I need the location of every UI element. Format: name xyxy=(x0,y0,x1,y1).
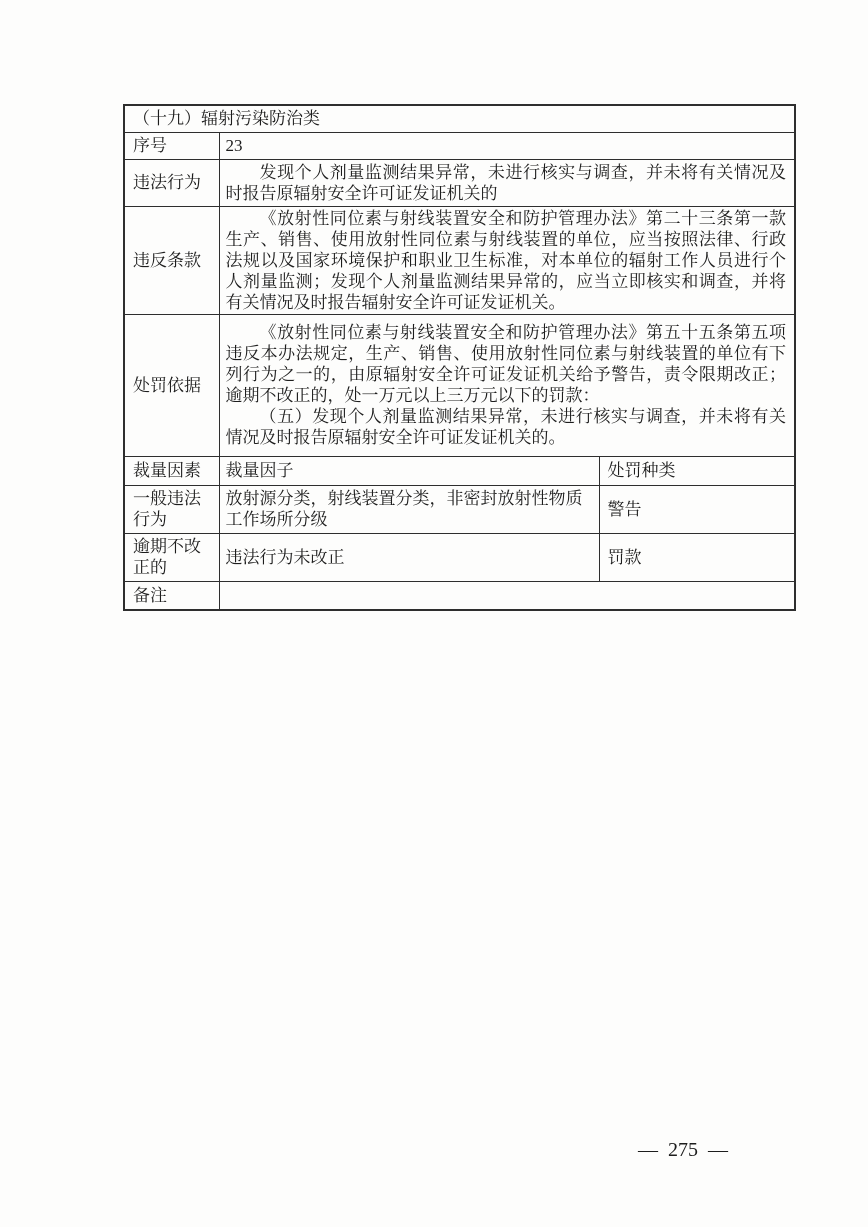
illegal-act-text: 发现个人剂量监测结果异常，未进行核实与调查，并未将有关情况及时报告原辐射安全许可证发证机关的 xyxy=(225,162,787,203)
overdue-uncorrected-label: 逾期不改正的 xyxy=(124,533,219,581)
row-illegal-act xyxy=(124,159,795,206)
overdue-uncorrected-factor-cell xyxy=(219,533,599,581)
remarks-value xyxy=(219,581,795,610)
serial-value: 23 xyxy=(219,132,795,159)
violated-clause-label: 违反条款 xyxy=(124,206,219,314)
overdue-uncorrected-factor: 违法行为未改正 xyxy=(225,547,345,567)
penalty-basis-label: 处罚依据 xyxy=(124,314,219,456)
penalty-item-table xyxy=(123,104,796,611)
row-remarks xyxy=(124,581,795,610)
violated-clause-cell xyxy=(219,206,795,314)
page-number: — 275 — xyxy=(638,1139,728,1161)
penalty-type-header: 处罚种类 xyxy=(599,456,795,485)
section-title: （十九）辐射污染防治类 xyxy=(124,105,795,132)
penalty-basis-paragraph-1: 《放射性同位素与射线装置安全和防护管理办法》第五十五条第五项 违反本办法规定，生产、销售、使用放射性同位素与射线装置的单位有下列行为之一的，由原辐射安全许可证发证机关给予警告，责令限期改正；逾期不改正的，处一万元以上三万元以下的罚款： xyxy=(225,323,787,405)
discretion-factor-header: 裁量因子 xyxy=(219,456,599,485)
serial-label: 序号 xyxy=(124,132,219,159)
penalty-basis-cell xyxy=(219,314,795,456)
illegal-act-label: 违法行为 xyxy=(124,159,219,206)
remarks-label: 备注 xyxy=(124,581,219,610)
row-violated-clause xyxy=(124,206,795,314)
violated-clause-text: 《放射性同位素与射线装置安全和防护管理办法》第二十三条第一款 生产、销售、使用放射性同位素与射线装置的单位，应当按照法律、行政法规以及国家环境保护和职业卫生标准，对本单位的辐射工作人员进行个人剂量监测；发现个人剂量监测结果异常的，应当立即核实和调查，并将有关情况及时报告辐射安全许可证发证机关。 xyxy=(225,208,787,312)
row-penalty-basis xyxy=(124,314,795,456)
row-overdue-uncorrected xyxy=(124,533,795,581)
penalty-basis-paragraph-2: （五）发现个人剂量监测结果异常，未进行核实与调查，并未将有关情况及时报告原辐射安全许可证发证机关的。 xyxy=(225,407,787,447)
illegal-act-cell xyxy=(219,159,795,206)
general-violation-penalty: 警告 xyxy=(599,485,795,533)
discretion-factor-label: 裁量因素 xyxy=(124,456,219,485)
general-violation-label: 一般违法行为 xyxy=(124,485,219,533)
general-violation-factor-cell xyxy=(219,485,599,533)
row-general-violation xyxy=(124,485,795,533)
overdue-uncorrected-penalty: 罚款 xyxy=(599,533,795,581)
general-violation-factor: 放射源分类，射线装置分类，非密封放射性物质工作场所分级 xyxy=(225,489,583,529)
row-section-title xyxy=(124,105,795,132)
row-discretion-header xyxy=(124,456,795,485)
row-serial xyxy=(124,132,795,159)
